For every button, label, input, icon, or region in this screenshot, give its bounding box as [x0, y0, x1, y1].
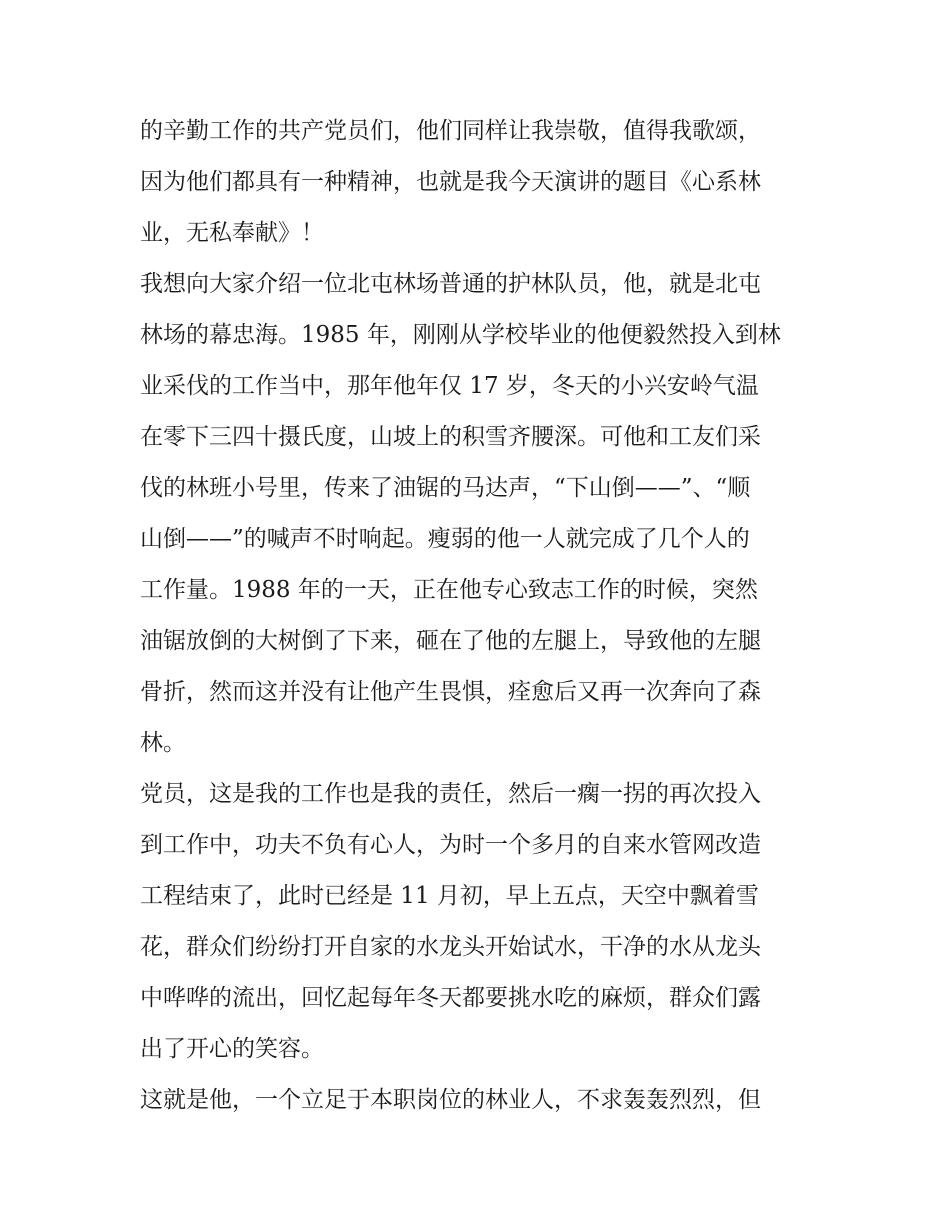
- text-line: 花，群众们纷纷打开自家的水龙头开始试水，干净的水从龙头: [140, 934, 761, 960]
- text-line: 山倒——”的喊声不时响起。瘦弱的他一人就完成了几个人的: [140, 526, 750, 552]
- text-line: 我想向大家介绍一位北屯林场普通的护林队员，他，就是北屯: [140, 271, 761, 297]
- text-line: 骨折，然而这并没有让他产生畏惧，痊愈后又再一次奔向了森: [140, 679, 761, 705]
- text-line: 这就是他，一个立足于本职岗位的林业人，不求轰轰烈烈，但: [140, 1087, 761, 1113]
- text-line: 中哗哗的流出，回忆起每年冬天都要挑水吃的麻烦，群众们露: [140, 985, 761, 1011]
- text-line: 出了开心的笑容。: [140, 1036, 324, 1062]
- text-line: 林场的幕忠海。1985 年，刚刚从学校毕业的他便毅然投入到林: [140, 322, 781, 348]
- text-line: 到工作中，功夫不负有心人，为时一个多月的自来水管网改造: [140, 832, 761, 858]
- text-line: 在零下三四十摄氏度，山坡上的积雪齐腰深。可他和工友们采: [140, 424, 761, 450]
- text-line: 油锯放倒的大树倒了下来，砸在了他的左腿上，导致他的左腿: [140, 628, 761, 654]
- text-line: 的辛勤工作的共产党员们，他们同样让我崇敬，值得我歌颂，: [140, 118, 761, 144]
- text-line: 工作量。1988 年的一天，正在他专心致志工作的时候，突然: [140, 577, 758, 603]
- text-line: 业采伐的工作当中，那年他年仅 17 岁，冬天的小兴安岭气温: [140, 373, 759, 399]
- text-line: 业，无私奉献》！: [140, 220, 324, 246]
- text-line: 党员，这是我的工作也是我的责任，然后一瘸一拐的再次投入: [140, 781, 761, 807]
- text-line: 伐的林班小号里，传来了油锯的马达声，“下山倒——”、“顺: [140, 475, 751, 501]
- text-line: 因为他们都具有一种精神，也就是我今天演讲的题目《心系林: [140, 169, 761, 195]
- text-line: 林。: [140, 730, 186, 756]
- text-line: 工程结束了，此时已经是 11 月初，早上五点，天空中飘着雪: [140, 883, 759, 909]
- body-text: [140, 106, 812, 1126]
